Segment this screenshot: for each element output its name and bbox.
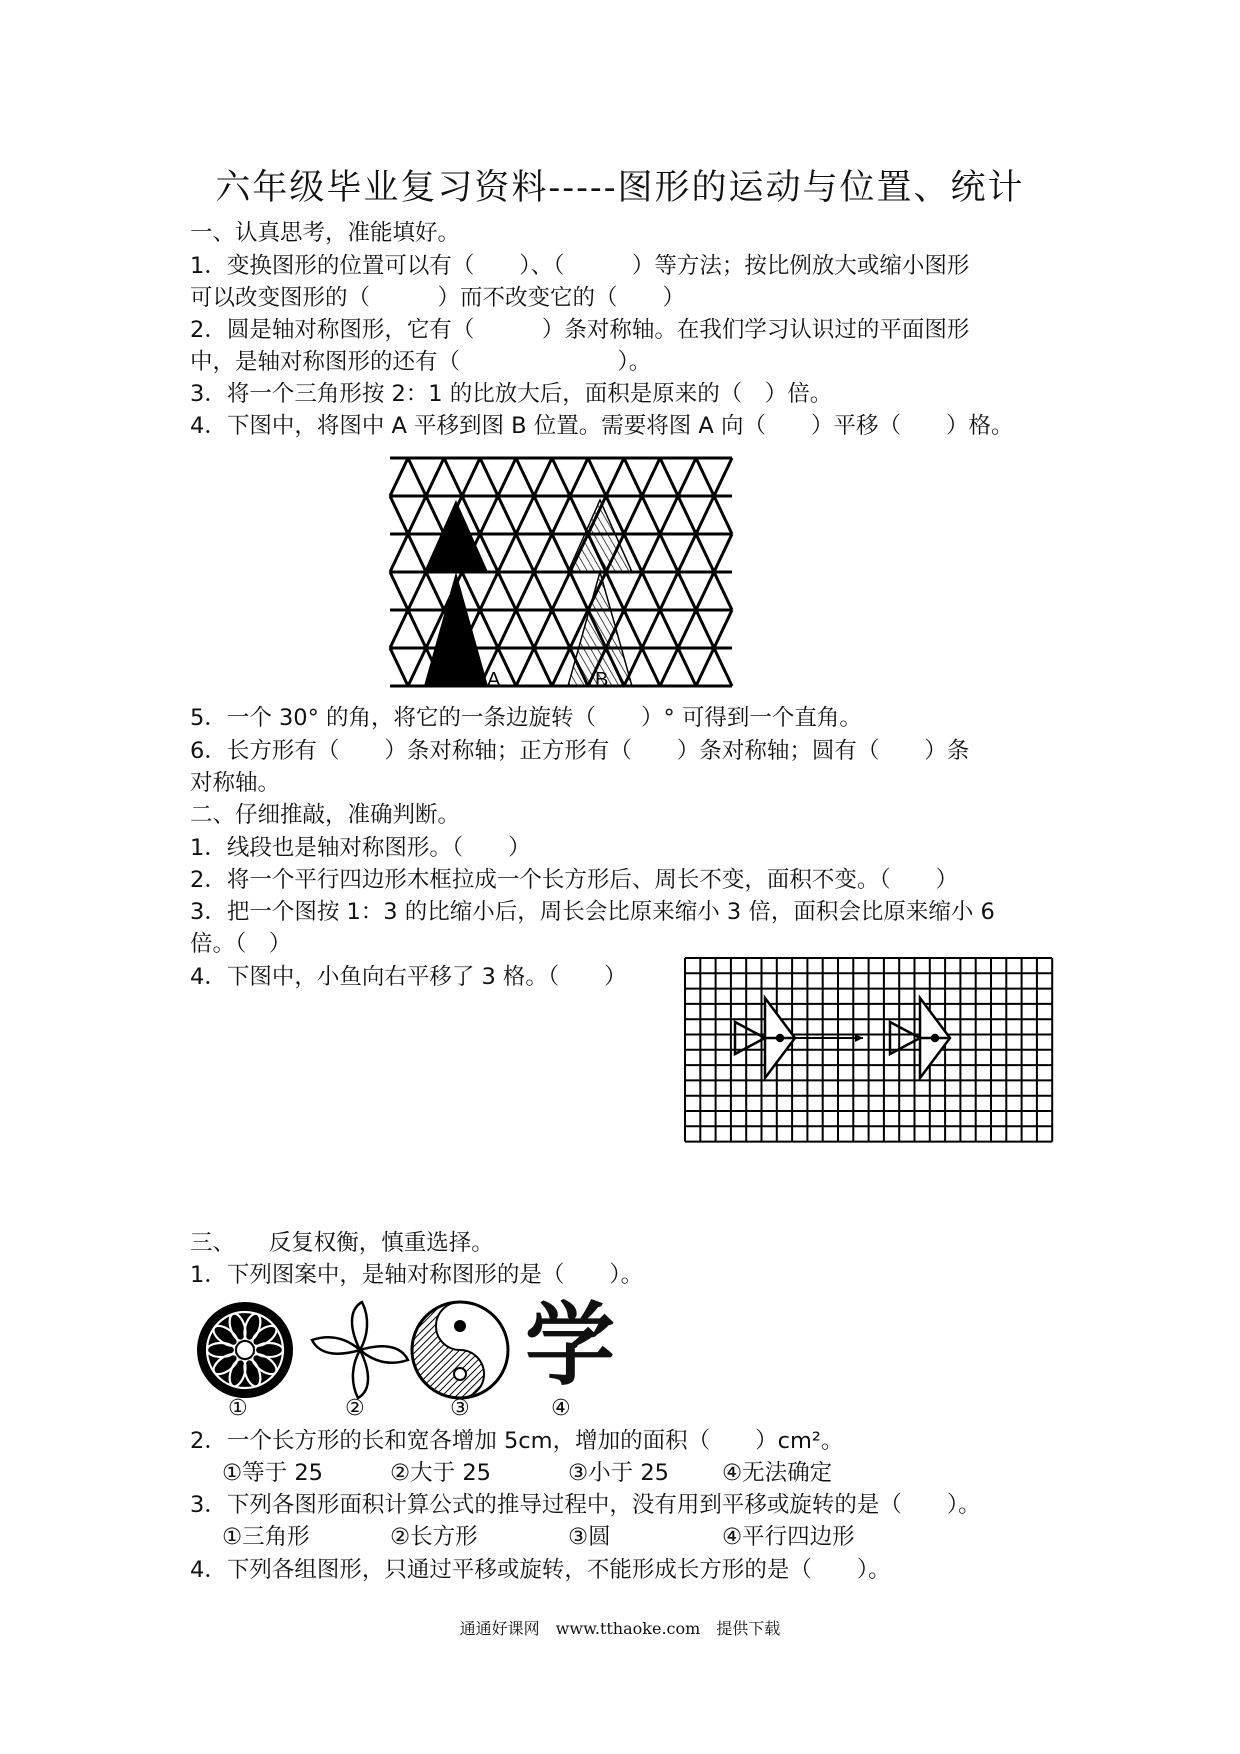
grid-line bbox=[390, 648, 408, 686]
grid-line bbox=[696, 572, 714, 610]
grid-line bbox=[678, 496, 696, 534]
grid-line bbox=[516, 572, 534, 610]
grid-line bbox=[552, 648, 570, 686]
grid-line bbox=[480, 496, 498, 534]
grid-line bbox=[714, 572, 732, 610]
s3-q2-opt3: ③小于 25 bbox=[568, 1460, 669, 1486]
grid-line bbox=[534, 648, 552, 686]
s3-q3-opt4: ④平行四边形 bbox=[722, 1524, 855, 1550]
s2-line-1: 1．线段也是轴对称图形。（ ） bbox=[190, 835, 531, 861]
grid-line bbox=[624, 572, 642, 610]
grid-line bbox=[660, 572, 678, 610]
s2-line-3: 3．把一个图按 1：3 的比缩小后，周长会比原来缩小 3 倍，面积会比原来缩小 6 bbox=[190, 899, 995, 925]
grid-line bbox=[408, 610, 426, 648]
grid-line bbox=[570, 496, 588, 534]
grid-line bbox=[534, 572, 552, 610]
grid-line bbox=[696, 458, 714, 496]
grid-line bbox=[696, 648, 714, 686]
grid-line bbox=[660, 534, 678, 572]
grid-line bbox=[660, 458, 678, 496]
pattern-2-icon bbox=[310, 1300, 410, 1400]
grid-line bbox=[642, 572, 660, 610]
grid-line bbox=[480, 572, 498, 610]
s1-line-9: 对称轴。 bbox=[190, 770, 281, 796]
grid-line bbox=[678, 610, 696, 648]
grid-line bbox=[390, 458, 408, 496]
s2-line-4: 倍。（ ） bbox=[190, 931, 292, 957]
grid-line bbox=[426, 572, 444, 610]
page-footer: 通通好课网 www.tthaoke.com 提供下载 bbox=[459, 1619, 781, 1638]
grid-line bbox=[408, 496, 426, 534]
grid-line bbox=[534, 458, 552, 496]
grid-line bbox=[678, 534, 696, 572]
grid-line bbox=[408, 648, 426, 686]
page-title: 六年级毕业复习资料-----图形的运动与位置、统计 bbox=[215, 168, 1025, 208]
grid-line bbox=[678, 648, 696, 686]
s3-q2-opt4: ④无法确定 bbox=[722, 1460, 833, 1486]
grid-line bbox=[696, 496, 714, 534]
s1-line-2: 可以改变图形的（ ）而不改变它的（ ） bbox=[190, 285, 686, 311]
grid-line bbox=[714, 610, 732, 648]
grid-line bbox=[642, 534, 660, 572]
grid-line bbox=[426, 496, 444, 534]
grid-line bbox=[480, 610, 498, 648]
grid-line bbox=[678, 458, 696, 496]
grid-line bbox=[552, 572, 570, 610]
s2-line-5: 4．下图中，小鱼向右平移了 3 格。（ ） bbox=[190, 964, 627, 990]
label-a: A bbox=[487, 669, 501, 691]
grid-line bbox=[498, 648, 516, 686]
section3-heading: 三、 反复权衡，慎重选择。 bbox=[190, 1230, 494, 1256]
pattern-1-icon bbox=[195, 1300, 295, 1400]
grid-line bbox=[714, 648, 732, 686]
grid-line bbox=[660, 496, 678, 534]
grid-line bbox=[660, 610, 678, 648]
grid-line bbox=[498, 572, 516, 610]
s3-q3: 3．下列各图形面积计算公式的推导过程中，没有用到平移或旋转的是（ ）。 bbox=[190, 1492, 981, 1518]
grid-line bbox=[624, 496, 642, 534]
pattern-mark-1: ① bbox=[228, 1396, 248, 1421]
grid-line bbox=[516, 648, 534, 686]
grid-line bbox=[444, 458, 462, 496]
grid-line bbox=[498, 534, 516, 572]
pattern-3-icon bbox=[410, 1300, 510, 1400]
triangle-grid-figure bbox=[390, 458, 770, 691]
grid-line bbox=[498, 610, 516, 648]
s1-line-4: 中，是轴对称图形的还有（ ）。 bbox=[190, 349, 652, 375]
grid-line bbox=[534, 496, 552, 534]
label-b: B bbox=[595, 669, 609, 691]
s1-line-1: 1．变换图形的位置可以有（ ）、（ ）等方法；按比例放大或缩小图形 bbox=[190, 253, 970, 279]
grid-line bbox=[534, 534, 552, 572]
s3-q3-opt1: ①三角形 bbox=[222, 1524, 310, 1550]
grid-line bbox=[534, 610, 552, 648]
grid-line bbox=[624, 610, 642, 648]
grid-line bbox=[390, 534, 408, 572]
s3-q2-opt1: ①等于 25 bbox=[222, 1460, 323, 1486]
s1-line-5: 3．将一个三角形按 2：1 的比放大后，面积是原来的（ ）倍。 bbox=[190, 381, 833, 407]
grid-line bbox=[642, 610, 660, 648]
grid-line bbox=[408, 458, 426, 496]
grid-line bbox=[552, 458, 570, 496]
s3-q3-opt3: ③圆 bbox=[568, 1524, 611, 1550]
pattern-mark-3: ③ bbox=[450, 1396, 470, 1421]
grid-line bbox=[462, 458, 480, 496]
s1-line-3: 2．圆是轴对称图形，它有（ ）条对称轴。在我们学习认识过的平面图形 bbox=[190, 317, 970, 343]
grid-line bbox=[678, 572, 696, 610]
section2-heading: 二、仔细推敲，准确判断。 bbox=[190, 802, 461, 828]
grid-line bbox=[498, 496, 516, 534]
grid-line bbox=[696, 610, 714, 648]
grid-line bbox=[714, 458, 732, 496]
grid-line bbox=[552, 610, 570, 648]
grid-line bbox=[588, 458, 606, 496]
grid-line bbox=[714, 534, 732, 572]
grid-line bbox=[714, 496, 732, 534]
grid-line bbox=[642, 648, 660, 686]
section1-heading: 一、认真思考，准能填好。 bbox=[190, 220, 461, 246]
pattern-mark-4: ④ bbox=[551, 1396, 571, 1421]
fish-grid-figure bbox=[685, 958, 1095, 1148]
grid-line bbox=[426, 458, 444, 496]
s3-q3-opt2: ②长方形 bbox=[390, 1524, 478, 1550]
grid-line bbox=[606, 458, 624, 496]
s1-line-6: 4．下图中，将图中 A 平移到图 B 位置。需要将图 A 向（ ）平移（ ）格。 bbox=[190, 413, 1014, 439]
grid-line bbox=[660, 648, 678, 686]
s3-q1: 1．下列图案中，是轴对称图形的是（ ）。 bbox=[190, 1262, 644, 1288]
grid-line bbox=[516, 496, 534, 534]
pattern-4-char: 学 bbox=[525, 1293, 615, 1398]
grid-line bbox=[498, 458, 516, 496]
s3-q4: 4．下列各组图形，只通过平移或旋转，不能形成长方形的是（ ）。 bbox=[190, 1557, 891, 1583]
grid-line bbox=[516, 610, 534, 648]
grid-line bbox=[480, 458, 498, 496]
grid-line bbox=[390, 610, 408, 648]
s3-q2-opt2: ②大于 25 bbox=[390, 1460, 491, 1486]
grid-line bbox=[570, 572, 588, 610]
grid-line bbox=[516, 534, 534, 572]
grid-line bbox=[570, 458, 588, 496]
grid-line bbox=[408, 572, 426, 610]
s1-line-8: 6．长方形有（ ）条对称轴；正方形有（ ）条对称轴；圆有（ ）条 bbox=[190, 738, 970, 764]
grid-line bbox=[552, 496, 570, 534]
grid-line bbox=[642, 496, 660, 534]
s3-q2: 2．一个长方形的长和宽各增加 5cm，增加的面积（ ）cm²。 bbox=[190, 1428, 844, 1454]
s2-line-2: 2．将一个平行四边形木框拉成一个长方形后、周长不变，面积不变。（ ） bbox=[190, 867, 959, 893]
s1-line-7: 5．一个 30° 的角，将它的一条边旋转（ ）° 可得到一个直角。 bbox=[190, 705, 862, 731]
grid-line bbox=[516, 458, 534, 496]
grid-line bbox=[624, 458, 642, 496]
pattern-mark-2: ② bbox=[345, 1396, 365, 1421]
grid-line bbox=[390, 572, 408, 610]
grid-line bbox=[552, 534, 570, 572]
grid-line bbox=[408, 534, 426, 572]
grid-line bbox=[696, 534, 714, 572]
grid-line bbox=[642, 458, 660, 496]
grid-line bbox=[390, 496, 408, 534]
